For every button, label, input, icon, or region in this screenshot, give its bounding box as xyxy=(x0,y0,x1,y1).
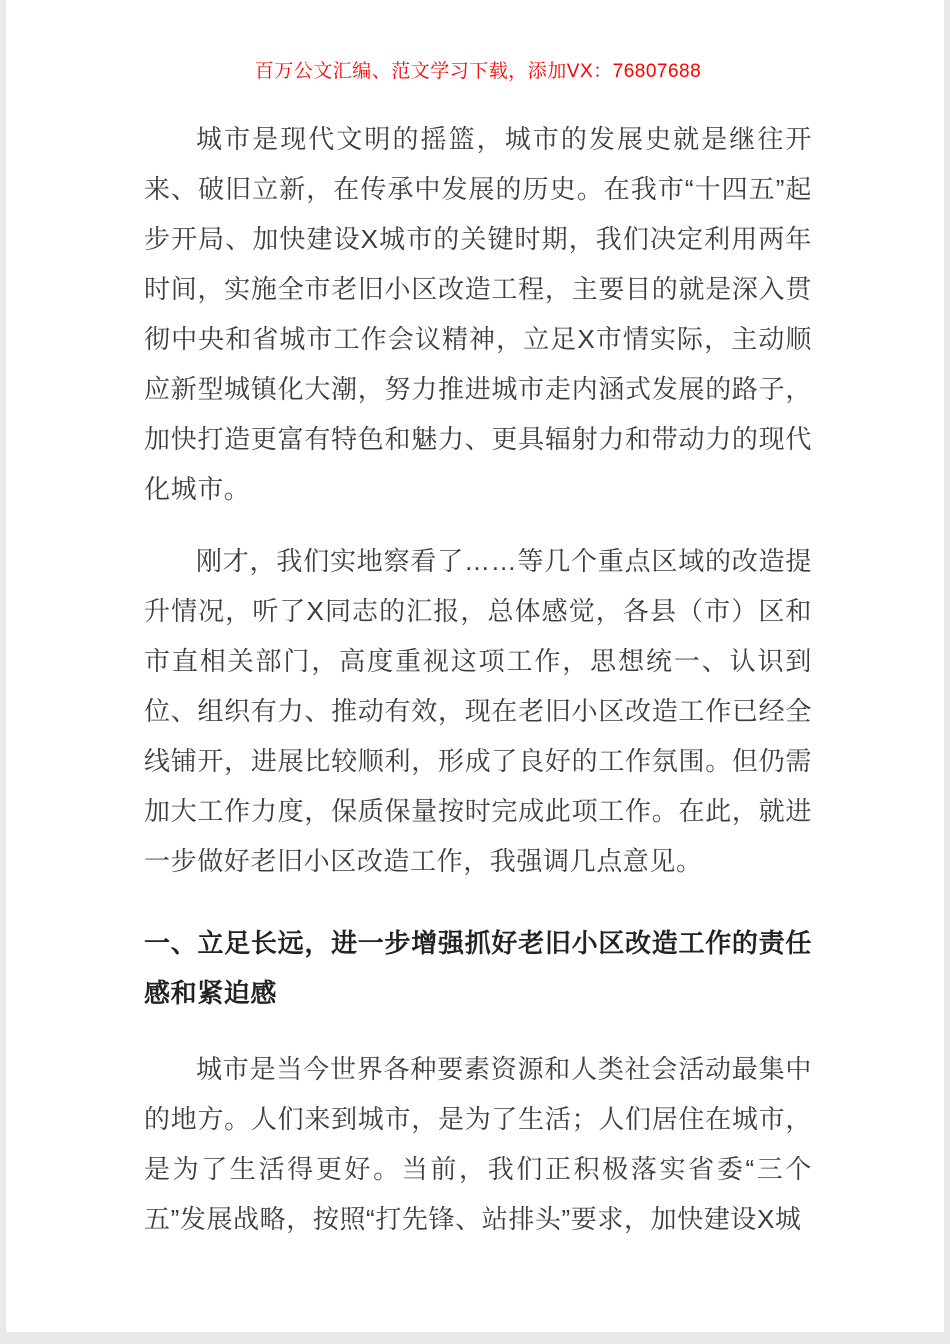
paragraph-2: 刚才，我们实地察看了……等几个重点区域的改造提升情况，听了X同志的汇报，总体感觉，各县（市）区和市直相关部门，高度重视这项工作，思想统一、认识到位、组织有力、推动有效，现在老旧小区改造工作已经全线铺开，进展比较顺利，形成了良好的工作氛围。但仍需加大工作力度，保质保量按时完成此项工作。在此，就进一步做好老旧小区改造工作，我强调几点意见。 xyxy=(144,546,812,876)
promo-notice: 百万公文汇编、范文学习下载，添加VX：76807688 xyxy=(254,61,702,82)
paragraph-1: 城市是现代文明的摇篮，城市的发展史就是继往开来、破旧立新，在传承中发展的历史。在我市“十四五”起步开局、加快建设X城市的关键时期，我们决定利用两年时间，实施全市老旧小区改造工程，主要目的就是深入贯彻中央和省城市工作会议精神，立足X市情实际，主动顺应新型城镇化大潮，努力推进城市走内涵式发展的路子，加快打造更富有特色和魅力、更具辐射力和带动力的现代化城市。 xyxy=(144,124,812,504)
paragraph-3: 城市是当今世界各种要素资源和人类社会活动最集中的地方。人们来到城市，是为了生活；人们居住在城市，是为了生活得更好。当前，我们正积极落实省委“三个五”发展战略，按照“打先锋、站排头”要求，加快建设X城 xyxy=(144,1054,812,1234)
section-heading-1: 一、立足长远，进一步增强抓好老旧小区改造工作的责任感和紧迫感 xyxy=(144,928,812,1008)
document-page xyxy=(6,0,944,1332)
